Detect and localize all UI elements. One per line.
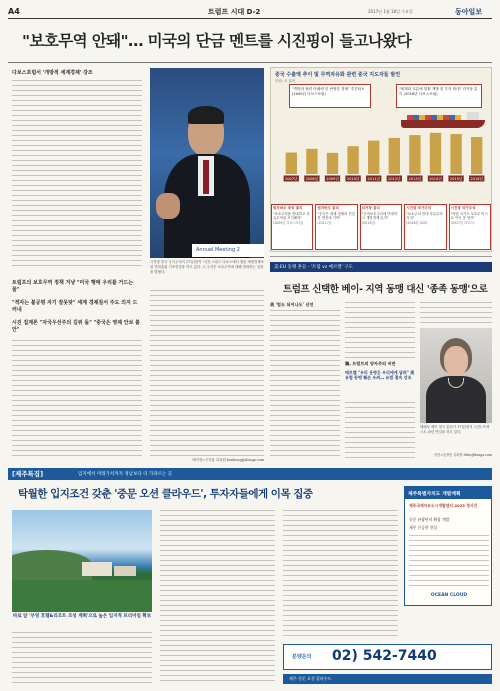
- person-hand: [156, 193, 180, 219]
- resort-hills: [12, 550, 92, 580]
- x-tick-label: 2012년: [387, 177, 401, 181]
- ad-section-desc: 입지에서 미래가치까지 경남보다 더 가파르는 곳: [78, 472, 173, 477]
- resort-building-2: [114, 566, 136, 576]
- may-photo: [420, 328, 492, 423]
- quote-box: [271, 204, 313, 250]
- side-title: 제주특별자치도 개발계획: [405, 487, 491, 499]
- x-tick-label: 2011년: [367, 177, 381, 181]
- xi-photo: [150, 68, 264, 258]
- trump-quote: 메르켈 "우리 운명은 우리에게 달려" 美 유럽 동맹 훼손 우려… 유럽 결속 강조: [345, 370, 415, 381]
- trump-subhead-2: 獨, 트럼프의 양자주의 비판: [345, 361, 396, 366]
- side-point-3: 제주 신공항 건설: [409, 525, 438, 530]
- side-point-2: 중문 관광단지 확장 개발: [409, 517, 450, 522]
- bar-2016년: [471, 137, 482, 174]
- xi-caption-rule: [270, 256, 492, 257]
- person-tie: [203, 160, 209, 194]
- trump-body-1: [270, 310, 340, 460]
- quote-text: "보호주의를 반대하고 자유무역을 지지해야": [273, 211, 310, 221]
- x-tick-label: 2010년: [346, 177, 360, 181]
- quote-source: (2016년 G20): [406, 220, 428, 225]
- bar-2013년: [409, 135, 420, 174]
- section-title: 트럼프 시대 D-2: [208, 8, 261, 16]
- ad-footer: 제주 중문 오션 클라우드: [283, 674, 492, 684]
- article-byline: 다보스포럼서 '개방적 세계경제' 강조: [12, 70, 93, 76]
- quote-text: "무역보호주의에 반대하고 개방경제 유지": [361, 211, 398, 221]
- bar-2007년: [286, 153, 297, 174]
- bar-2011년: [368, 141, 379, 174]
- resort-caption: 바로 앞 '부영 호텔&리조트 조성 계획'으로 높은 입지적 프리미엄 확보: [12, 614, 152, 619]
- trump-body-2: [345, 302, 415, 358]
- quote-source: (2011년): [317, 220, 332, 225]
- chart-x-tick-labels: [284, 176, 485, 182]
- ad-body-1: [12, 632, 152, 684]
- phone-box: [283, 644, 492, 670]
- quote-source: (2014년): [361, 220, 376, 225]
- ad-side-panel: [404, 486, 492, 606]
- quote-speaker: 시진핑 국가주석: [406, 206, 432, 210]
- issue-date: 2017년 1월 18일 수요일: [368, 9, 413, 14]
- quote-text: "중국은 세계 경제의 건강한 발전에 기여": [317, 211, 355, 221]
- ad-headline: 탁월한 입지조건 갖춘 '중문 오션 클라우드', 투자자들에게 이목 집중: [18, 488, 313, 500]
- subhead-3: 시진 집계론 "자국우선주의 길위 돌" "중국은 영제 안보 불안": [12, 320, 141, 333]
- quote-speaker: 원자바오 중국 총리: [273, 206, 303, 210]
- x-tick-label: 2009년: [326, 177, 339, 181]
- headline-rule: [8, 62, 492, 63]
- bar-2009년: [327, 153, 338, 174]
- main-headline: "보호무역 안돼"… 미국의 단금 멘트를 시진핑이 들고나왔다: [22, 32, 412, 50]
- quote-source: (2017년 다보스): [450, 220, 475, 225]
- x-tick-label: 2013년: [408, 177, 422, 181]
- trump-subhead-1: 美 '힘도 되어나도' 선언: [270, 302, 314, 307]
- quote-box: [404, 204, 446, 250]
- side-logo: OCEAN CLOUD: [430, 593, 468, 598]
- bar-2015년: [450, 134, 461, 174]
- trump-body-3: [345, 402, 415, 460]
- quote-box: [360, 204, 402, 250]
- ad-body-2: [160, 510, 275, 684]
- ad-body-3: [283, 510, 398, 640]
- trump-strap: 美·EU 동맹 흔들 - '트럼 vs 메르켈' 구도: [270, 262, 492, 272]
- trump-reporter: 런던=동정민 특파원 ditto@donga.com: [434, 453, 492, 457]
- paper-logo: 동아일보: [455, 8, 483, 16]
- infographic-unit: 단위: 조 달러: [275, 79, 296, 83]
- page-number: A4: [8, 7, 20, 16]
- quote-box: [449, 204, 491, 250]
- person-hair: [188, 106, 224, 124]
- subhead-2: "적자는 불공평 자기 잘못탓" 세계 경제질서 주도 의지 드러내: [12, 300, 138, 313]
- quote-speaker: 원자바오 총리: [317, 206, 339, 210]
- phone-number: 02) 542-7440: [332, 648, 437, 664]
- bar-2012년: [389, 138, 400, 174]
- quote-text: "보호주의 반대 자유무역 지지": [406, 211, 443, 221]
- quote-boxes-row: [270, 204, 492, 252]
- side-point-1: 제주국제자유도시개발센터 2025 청사진: [409, 503, 478, 508]
- chart-bars: [286, 133, 483, 174]
- resort-photo: [12, 510, 152, 612]
- export-chart: [273, 108, 491, 184]
- trump-headline: 트럼프 신택한 베이- 지역 동맹 대신 '종족 동맹'으로: [283, 284, 488, 295]
- quote-text: "어떤 국가도 보호무역 으로 이익 못 얻어": [450, 211, 489, 221]
- x-tick-label: 2015년: [449, 177, 463, 181]
- reporter-credit: 베이징=구자룡 특파원 bonhong@donga.com: [192, 458, 264, 462]
- trump-body-4: [420, 302, 492, 326]
- quote-speaker: 시진핑 국가주석: [450, 206, 476, 210]
- article-body-3: [150, 290, 264, 456]
- speech-box-2: "세계화 흐름에 맞춰 개방 및 투자 확대" 리커창 총리 (2016년 다보스포럼): [396, 84, 482, 108]
- quote-source: (2009년 다보스포럼): [273, 220, 304, 225]
- quote-speaker: 리커창 총리: [361, 206, 380, 210]
- may-caption: 테레사 메이 영국 총리가 17일(현지 시간) 브렉시트 관련 연설을 하고 있다.: [420, 425, 490, 435]
- infographic-title: 중국 수출액 추이 및 무역자유화 관련 중국 지도자들 발언: [275, 72, 401, 78]
- ad-section-label: [제주특집]: [12, 470, 44, 478]
- x-tick-label: 2007년: [284, 177, 298, 181]
- bar-2014년: [430, 133, 441, 174]
- resort-building: [82, 562, 112, 576]
- bar-2008년: [306, 149, 317, 174]
- x-tick-label: 2016년: [470, 177, 484, 181]
- article-body-2: [12, 340, 142, 460]
- subhead-1: 트럼프의 보호무역 정책 겨냥 "미국 행태 우리를 거드는 꼴": [12, 280, 134, 293]
- may-face: [444, 346, 468, 376]
- photo-caption: 시진핑 중국 국가주석이 17일(현지 시간) 스위스 다보스에서 열린 세계경제포럼 연차총회 기조연설을 하고 있다. 시 주석은 보호무역에 대해 반대하는 입장을 밝혔다.: [150, 260, 264, 275]
- side-body: [409, 535, 489, 589]
- event-banner: Annual Meeting 2: [192, 244, 264, 257]
- masthead: [8, 6, 492, 19]
- bar-2010년: [347, 146, 358, 174]
- x-tick-label: 2008년: [305, 177, 319, 181]
- resort-coast: [12, 580, 152, 612]
- quote-box: [315, 204, 357, 250]
- article-body: [12, 80, 142, 270]
- phone-label: 분양문의: [292, 654, 312, 660]
- speech-box-1: "개방과 협력 아래에 한 번영한 경제" 후진타오 (2009년 다보스포럼): [289, 84, 371, 108]
- x-tick-label: 2014년: [429, 177, 442, 181]
